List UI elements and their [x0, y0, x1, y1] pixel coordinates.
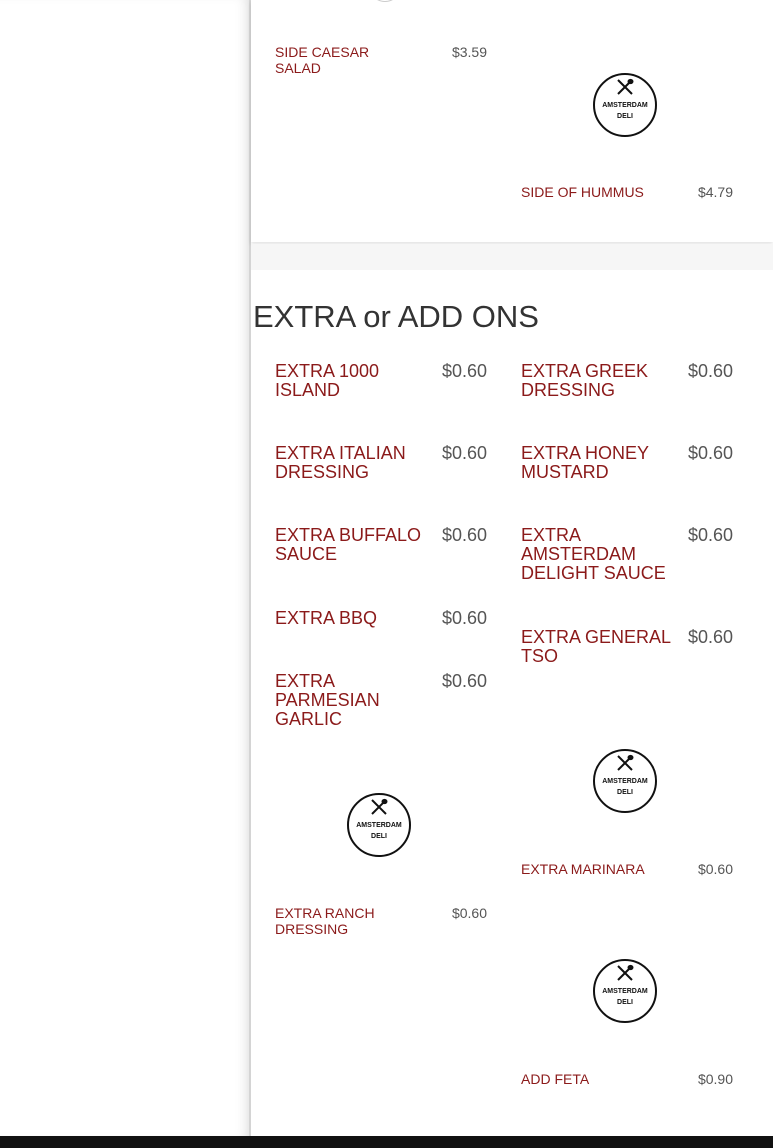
logo-text-line2: DELI [617, 999, 633, 1006]
amsterdam-deli-logo [593, 73, 657, 137]
logo-text-line1: AMSTERDAM [602, 102, 648, 109]
item-name: EXTRA BBQ [275, 608, 378, 628]
item-price: $0.60 [697, 861, 733, 877]
logo-text-line2: DELI [617, 789, 633, 796]
item-name: EXTRA GREEK DRESSING [521, 361, 649, 400]
section-title: EXTRA or ADD ONS [253, 299, 539, 334]
item-price: $3.59 [451, 44, 487, 60]
logo-text-line1: AMSTERDAM [356, 822, 402, 829]
logo-text-line1: AMSTERDAM [602, 778, 648, 785]
item-name: EXTRA HONEY MUSTARD [521, 443, 649, 482]
item-price: $0.60 [441, 361, 487, 381]
item-price: $0.60 [441, 671, 487, 691]
item-name: EXTRA ITALIAN DRESSING [275, 443, 406, 482]
item-price: $0.60 [441, 608, 487, 628]
logo-text-line1: AMSTERDAM [602, 988, 648, 995]
section-divider [251, 244, 773, 270]
logo-text-line2: DELI [617, 113, 633, 120]
menu-content [251, 0, 773, 1136]
item-price: $0.60 [687, 361, 733, 381]
item-price: $0.90 [697, 1071, 733, 1087]
amsterdam-deli-logo [347, 793, 411, 857]
item-price: $0.60 [687, 443, 733, 463]
left-sidebar [0, 0, 251, 1136]
item-price: $0.60 [687, 627, 733, 647]
item-name: EXTRA GENERAL TSO [521, 627, 671, 666]
item-name: EXTRA PARMESIAN GARLIC [275, 671, 380, 729]
sides-section [251, 0, 773, 242]
item-price: $0.60 [441, 443, 487, 463]
amsterdam-deli-logo [593, 749, 657, 813]
item-price: $0.60 [687, 525, 733, 545]
addons-section [251, 270, 773, 1136]
item-name: EXTRA BUFFALO SAUCE [275, 525, 422, 564]
item-name: EXTRA 1000 ISLAND [275, 361, 380, 400]
amsterdam-deli-logo [593, 959, 657, 1023]
item-price: $0.60 [451, 905, 487, 921]
item-name: EXTRA MARINARA [521, 861, 645, 877]
item-name: EXTRA RANCH DRESSING [275, 905, 375, 937]
item-name: SIDE CAESAR SALAD [275, 44, 370, 76]
logo-text-line2: DELI [371, 833, 387, 840]
partial-item-image [369, 0, 401, 2]
item-price: $0.60 [441, 525, 487, 545]
bottom-bar [0, 1136, 773, 1148]
item-name: SIDE OF HUMMUS [521, 184, 644, 200]
item-name: EXTRA AMSTERDAM DELIGHT SAUCE [521, 525, 666, 583]
item-price: $4.79 [697, 184, 733, 200]
item-name: ADD FETA [521, 1071, 590, 1087]
